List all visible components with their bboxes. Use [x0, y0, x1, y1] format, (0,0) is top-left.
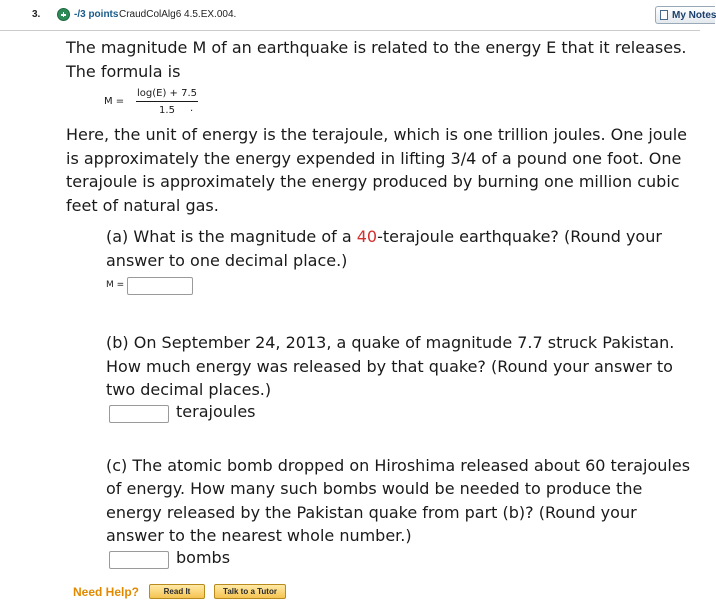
- part-a-m-label: M =: [106, 280, 125, 290]
- problem-intro: [66, 36, 696, 83]
- part-a-answer-row: [106, 276, 698, 298]
- part-a-text-2: -terajoule earthquake? (Round your answer to one decimal place.): [106, 227, 662, 270]
- question-header: [0, 0, 716, 31]
- need-help-label: Need Help?: [73, 585, 140, 599]
- formula-lhs: M =: [104, 96, 125, 107]
- part-c-unit: bombs: [176, 547, 231, 567]
- formula-numerator: log(E) + 7.5: [136, 87, 198, 102]
- part-a-answer-input[interactable]: [127, 277, 193, 295]
- part-b: [106, 331, 698, 424]
- part-c-question: (c) The atomic bomb dropped on Hiroshima released about 60 terajoules of energy. How many such bombs would be needed to produce the energy released by the Pakistan quake from part (b)? (Round your answer to the nearest whole number.): [106, 455, 691, 545]
- part-b-question: (b) On September 24, 2013, a quake of magnitude 7.7 struck Pakistan. How much energy was released by that quake? (Round your answer to two decimal places.): [106, 333, 675, 399]
- part-a-text-1: (a) What is the magnitude of a: [106, 227, 357, 246]
- energy-context: Here, the unit of energy is the terajoule, which is one trillion joules. One joule is approximately the energy expended in lifting 3/4 of a pound one foot. One terajoule is approximately the energy produced by burning one million cubic feet of natural gas.: [66, 125, 688, 215]
- part-c: [106, 454, 698, 570]
- formula-denominator: 1.5: [159, 105, 175, 116]
- formula-period: .: [190, 103, 194, 114]
- intro-text: The magnitude M of an earthquake is related to the energy E that it releases. The formula is: [66, 38, 687, 81]
- part-b-answer-row: [106, 402, 698, 424]
- part-b-answer-input[interactable]: [109, 405, 169, 423]
- talk-to-tutor-button[interactable]: Talk to a Tutor: [214, 584, 286, 599]
- my-notes-button[interactable]: [655, 6, 715, 24]
- part-a-question: [106, 225, 698, 272]
- formula-fraction: [136, 87, 198, 117]
- notes-icon: [660, 10, 668, 20]
- magnitude-formula: [66, 87, 696, 117]
- problem-code: CraudColAlg6 4.5.EX.004.: [119, 9, 237, 20]
- question-body: [66, 36, 696, 570]
- expand-plus-icon[interactable]: [57, 8, 70, 21]
- part-c-answer-row: [106, 548, 698, 570]
- part-a: [106, 225, 698, 298]
- my-notes-label: My Notes: [672, 10, 716, 21]
- points-label: -/3 points: [74, 9, 119, 20]
- read-it-button[interactable]: Read It: [149, 584, 205, 599]
- part-c-answer-input[interactable]: [109, 551, 169, 569]
- part-b-unit: terajoules: [176, 401, 256, 421]
- part-a-energy-value: 40: [356, 227, 378, 246]
- question-number: 3.: [32, 9, 41, 20]
